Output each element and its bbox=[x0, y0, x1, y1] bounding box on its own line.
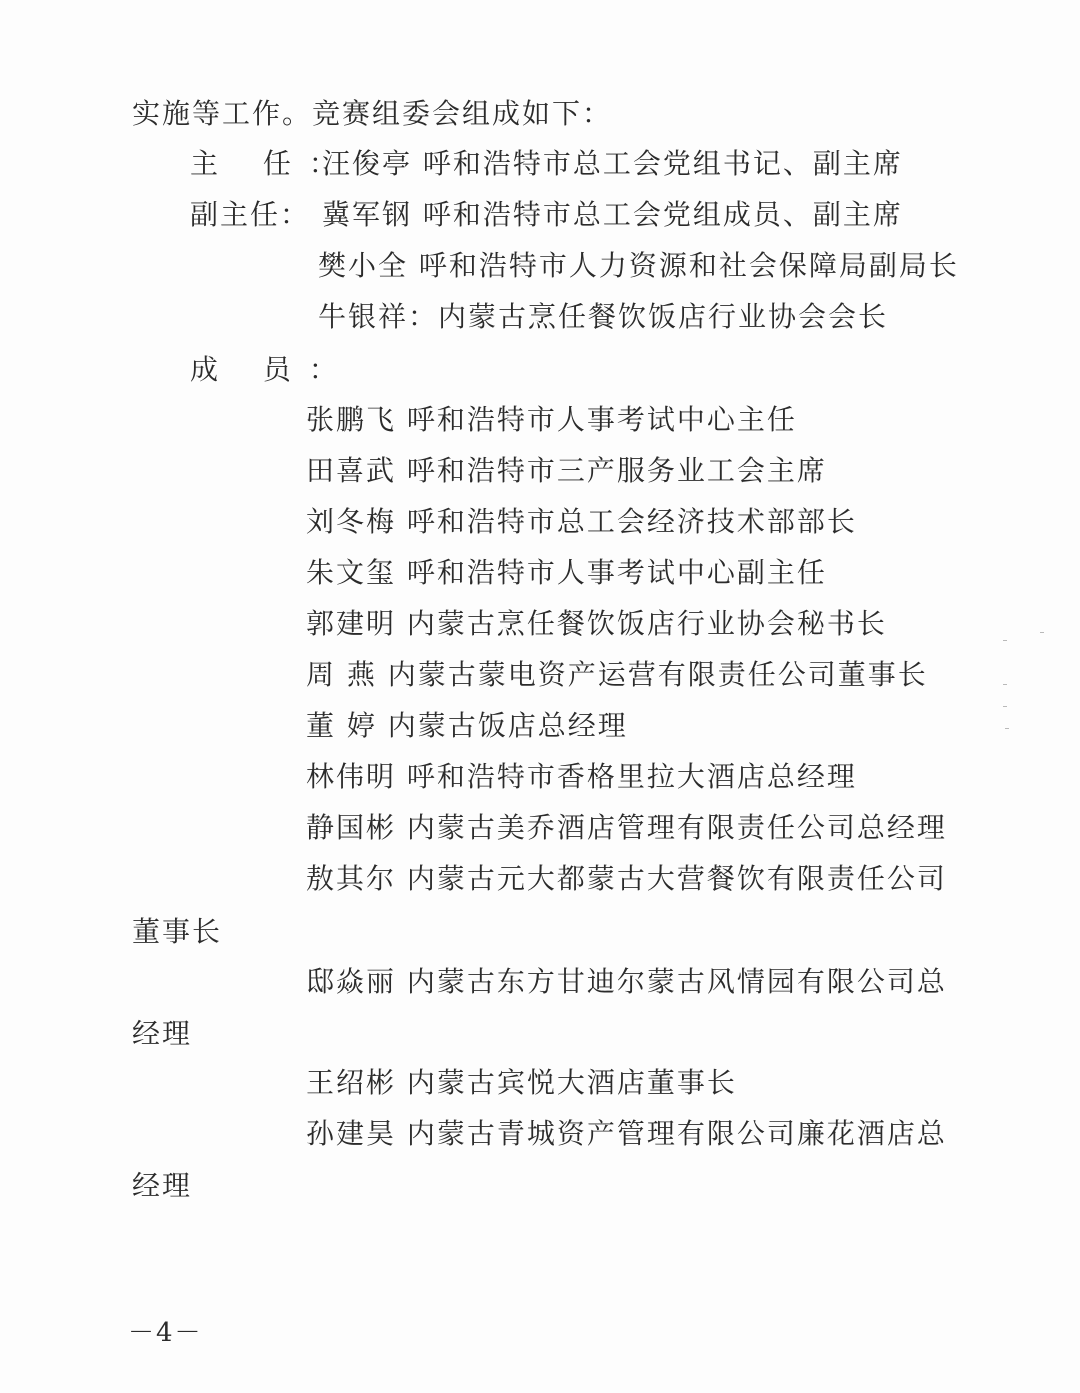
member-entry: 邸焱丽 内蒙古东方甘迪尔蒙古风情园有限公司总 bbox=[306, 965, 947, 998]
scan-speck bbox=[1040, 632, 1044, 633]
scan-speck bbox=[1003, 706, 1007, 707]
intro-text: 实施等工作。竞赛组委会组成如下： bbox=[132, 97, 613, 130]
deputy-entry: 樊小全 呼和浩特市人力资源和社会保障局副局长 bbox=[318, 249, 959, 282]
member-entry: 朱文玺 呼和浩特市人事考试中心副主任 bbox=[306, 556, 827, 589]
member-entry: 周 燕 内蒙古蒙电资产运营有限责任公司董事长 bbox=[306, 658, 928, 691]
member-entry: 王绍彬 内蒙古宾悦大酒店董事长 bbox=[306, 1066, 737, 1099]
member-entry: 郭建明 内蒙古烹任餐饮饭店行业协会秘书长 bbox=[306, 607, 887, 640]
member-entry: 敖其尔 内蒙古元大都蒙古大营餐饮有限责任公司 bbox=[306, 862, 947, 895]
scan-speck bbox=[1003, 640, 1007, 641]
deputy-entry: 牛银祥：内蒙古烹任餐饮饭店行业协会会长 bbox=[318, 300, 889, 333]
member-entry: 静国彬 内蒙古美乔酒店管理有限责任公司总经理 bbox=[306, 811, 947, 844]
member-entry-continuation: 董事长 bbox=[132, 915, 223, 948]
members-label: 成 员： bbox=[190, 353, 355, 386]
member-entry: 张鹏飞 呼和浩特市人事考试中心主任 bbox=[306, 403, 797, 436]
member-entry: 孙建昊 内蒙古青城资产管理有限公司廉花酒店总 bbox=[306, 1117, 947, 1150]
member-entry: 董 婷 内蒙古饭店总经理 bbox=[306, 709, 628, 742]
page-number: －4－ bbox=[128, 1318, 203, 1348]
member-entry: 林伟明 呼和浩特市香格里拉大酒店总经理 bbox=[306, 760, 857, 793]
member-entry: 刘冬梅 呼和浩特市总工会经济技术部部长 bbox=[306, 505, 857, 538]
member-entry-continuation: 经理 bbox=[132, 1017, 193, 1050]
scan-speck bbox=[1005, 728, 1009, 729]
deputy-label: 副主任： bbox=[190, 198, 311, 231]
member-entry: 田喜武 呼和浩特市三产服务业工会主席 bbox=[306, 454, 827, 487]
deputy-entry: 冀军钢 呼和浩特市总工会党组成员、副主席 bbox=[322, 198, 903, 231]
member-entry-continuation: 经理 bbox=[132, 1169, 193, 1202]
director-label: 主 任： bbox=[190, 147, 355, 180]
scan-speck bbox=[1003, 684, 1007, 685]
director-entry: 汪俊亭 呼和浩特市总工会党组书记、副主席 bbox=[322, 147, 903, 180]
